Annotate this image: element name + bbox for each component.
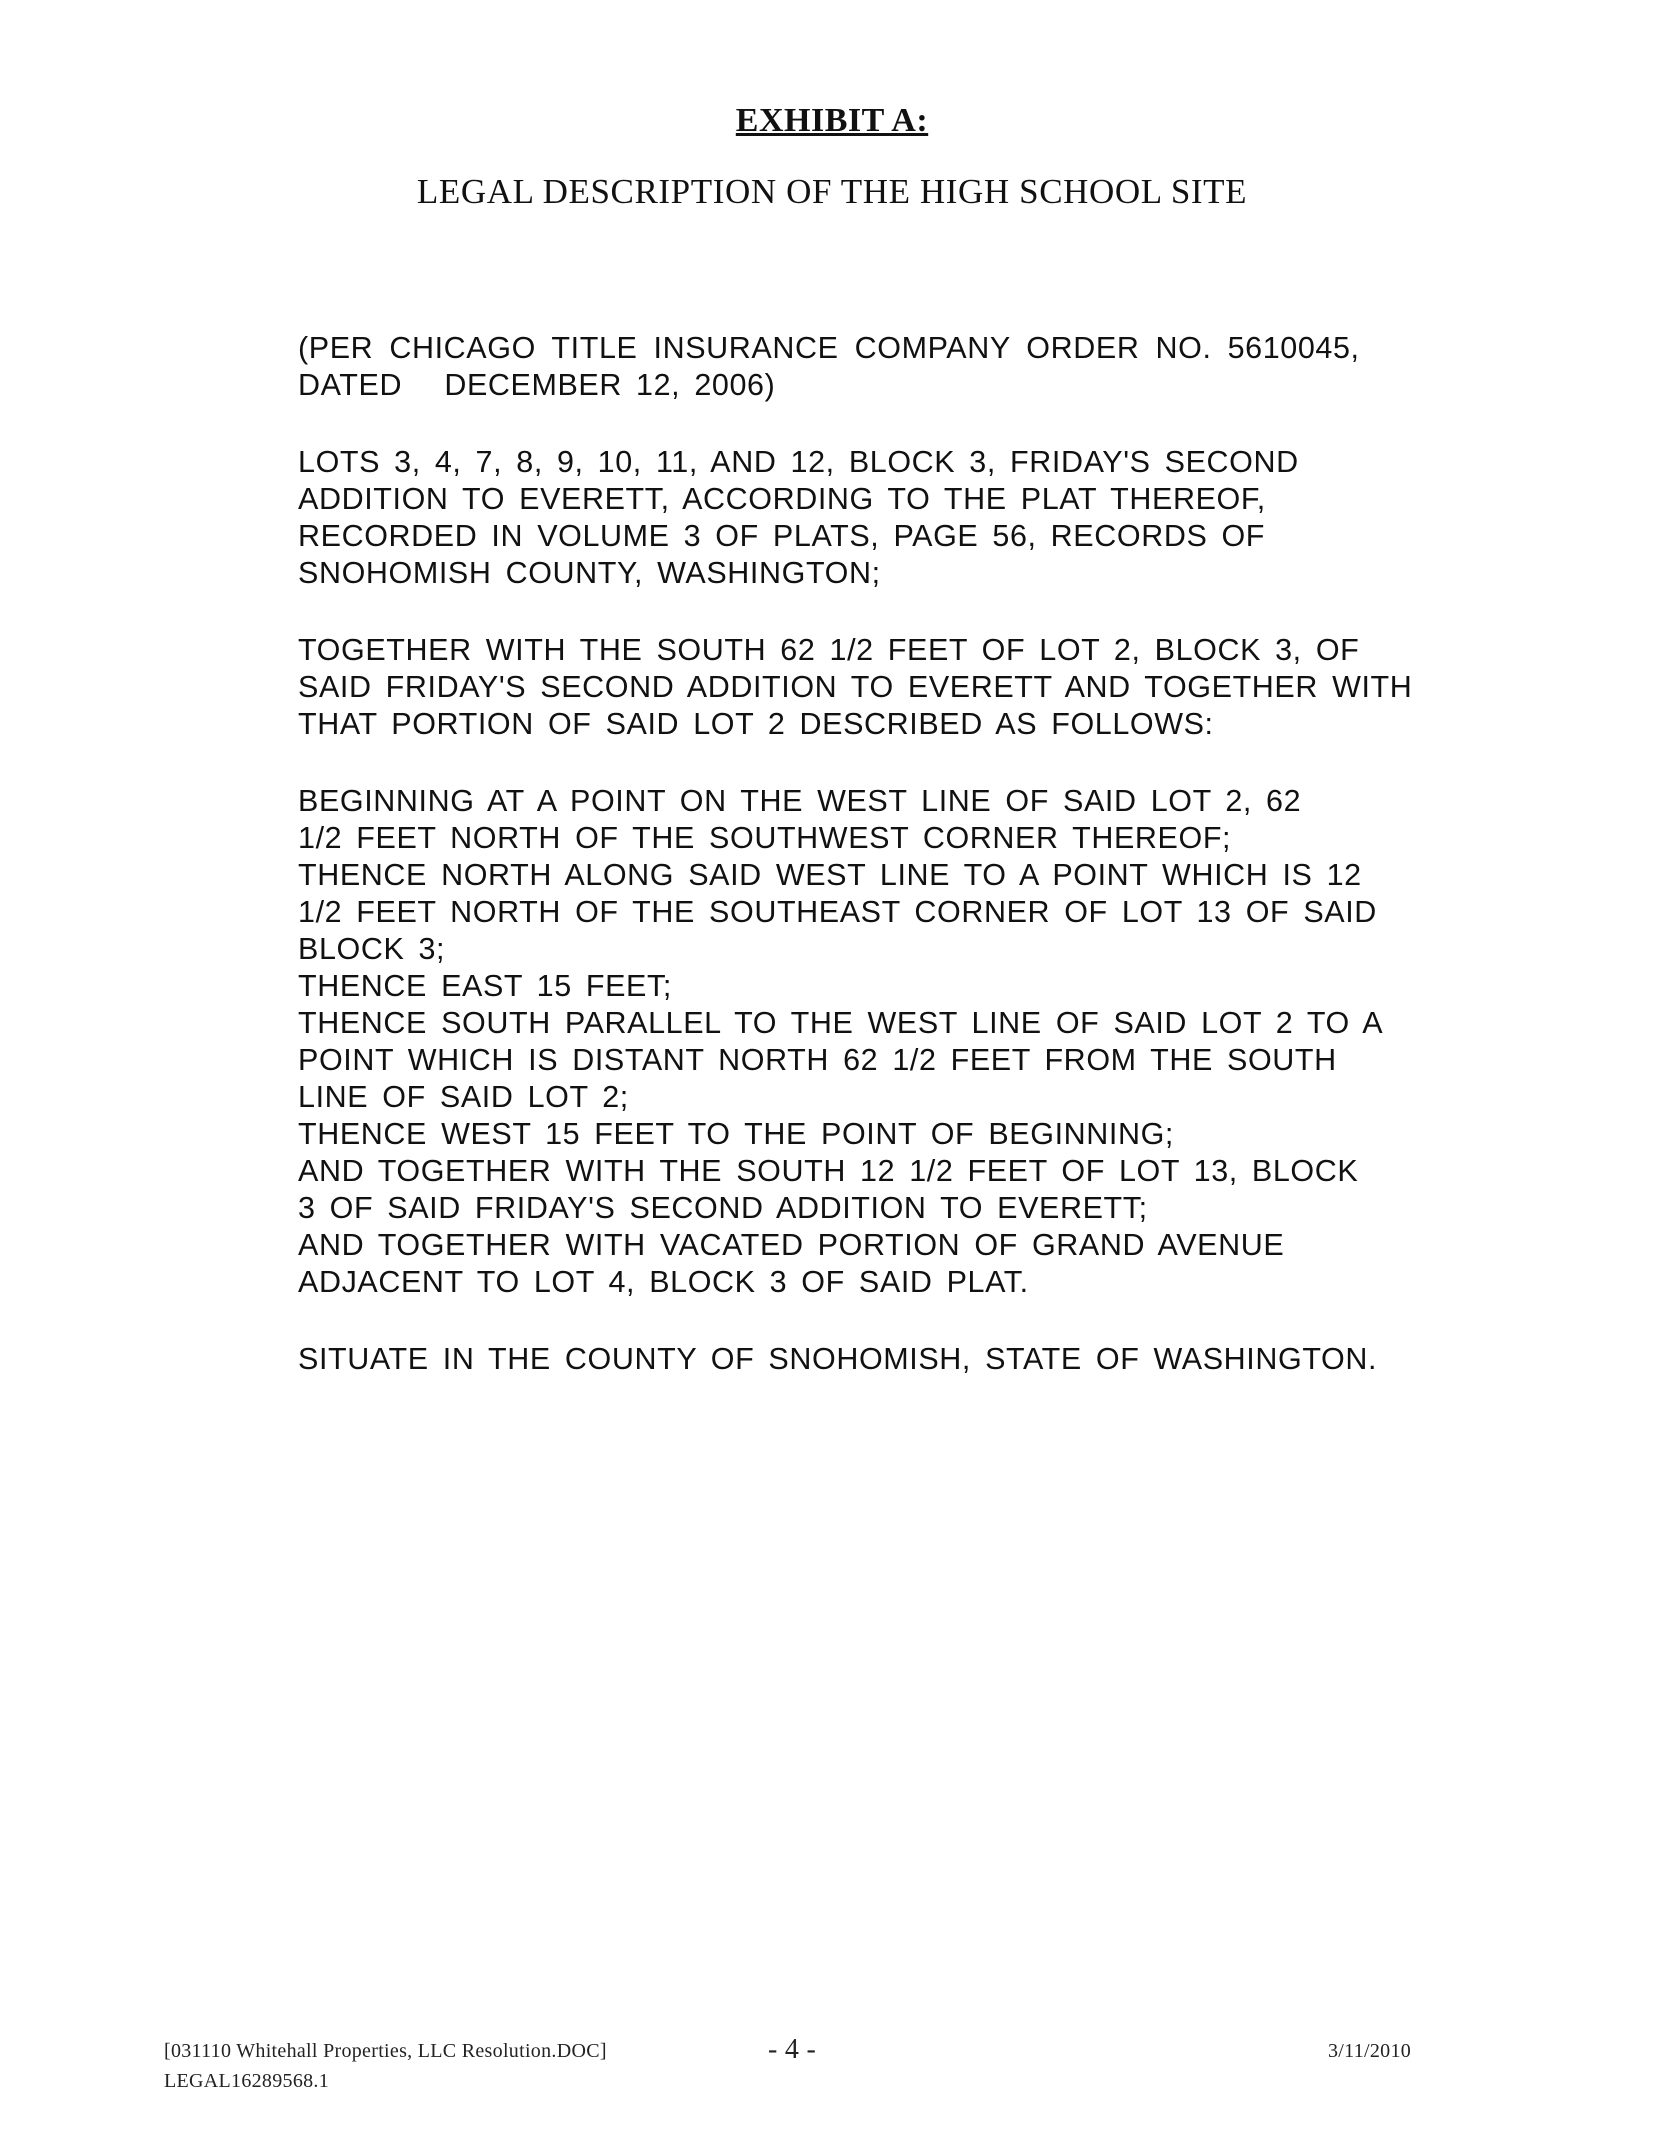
footer-date: 3/11/2010 (1328, 2040, 1412, 2062)
text-line: TOGETHER WITH THE SOUTH 62 1/2 FEET OF LOT 2, BLOCK 3, OF (298, 633, 1360, 667)
exhibit-title: EXHIBIT A: (735, 102, 929, 139)
page-number: - 4 - (768, 2034, 817, 2065)
legal-description-body (298, 330, 1413, 1418)
text-line: THENCE NORTH ALONG SAID WEST LINE TO A POINT WHICH IS 12 (298, 858, 1362, 892)
text-line: DATED DECEMBER 12, 2006) (298, 368, 776, 402)
text-line: AND TOGETHER WITH THE SOUTH 12 1/2 FEET OF LOT 13, BLOCK (298, 1154, 1359, 1188)
lots-paragraph (298, 444, 1378, 592)
footer-legal-reference: LEGAL16289568.1 (164, 2070, 330, 2092)
text-line: BLOCK 3; (298, 932, 446, 966)
text-line: SNOHOMISH COUNTY, WASHINGTON; (298, 556, 881, 590)
text-line: AND TOGETHER WITH VACATED PORTION OF GRAND AVENUE (298, 1228, 1285, 1262)
text-line: SAID FRIDAY'S SECOND ADDITION TO EVERETT AND TOGETHER WITH (298, 670, 1413, 704)
text-line: THENCE WEST 15 FEET TO THE POINT OF BEGINNING; (298, 1117, 1174, 1151)
text-line: RECORDED IN VOLUME 3 OF PLATS, PAGE 56, RECORDS OF (298, 519, 1266, 553)
text-line: LINE OF SAID LOT 2; (298, 1080, 629, 1114)
text-line: ADJACENT TO LOT 4, BLOCK 3 OF SAID PLAT. (298, 1265, 1029, 1299)
text-line: (PER CHICAGO TITLE INSURANCE COMPANY ORDER NO. 5610045, (298, 331, 1360, 365)
text-line: 3 OF SAID FRIDAY'S SECOND ADDITION TO EVERETT; (298, 1191, 1148, 1225)
text-line: THENCE SOUTH PARALLEL TO THE WEST LINE OF SAID LOT 2 TO A (298, 1006, 1384, 1040)
text-line: 1/2 FEET NORTH OF THE SOUTHEAST CORNER OF LOT 13 OF SAID (298, 895, 1377, 929)
text-line: POINT WHICH IS DISTANT NORTH 62 1/2 FEET FROM THE SOUTH (298, 1043, 1337, 1077)
beginning-paragraph (298, 783, 1384, 1301)
text-line: LOTS 3, 4, 7, 8, 9, 10, 11, AND 12, BLOCK 3, FRIDAY'S SECOND (298, 445, 1299, 479)
situate-paragraph (298, 1341, 1378, 1378)
text-line: SITUATE IN THE COUNTY OF SNOHOMISH, STATE OF WASHINGTON. (298, 1342, 1378, 1376)
text-line: THENCE EAST 15 FEET; (298, 969, 672, 1003)
footer-file-reference: [031110 Whitehall Properties, LLC Resolution.DOC] (164, 2040, 607, 2062)
text-line: THAT PORTION OF SAID LOT 2 DESCRIBED AS FOLLOWS: (298, 707, 1214, 741)
together-paragraph (298, 632, 1413, 743)
text-line: 1/2 FEET NORTH OF THE SOUTHWEST CORNER THEREOF; (298, 821, 1232, 855)
text-line: ADDITION TO EVERETT, ACCORDING TO THE PLAT THEREOF, (298, 482, 1266, 516)
text-line: BEGINNING AT A POINT ON THE WEST LINE OF SAID LOT 2, 62 (298, 784, 1302, 818)
reference-paragraph (298, 330, 1378, 404)
document-heading: LEGAL DESCRIPTION OF THE HIGH SCHOOL SITE (416, 172, 1248, 211)
